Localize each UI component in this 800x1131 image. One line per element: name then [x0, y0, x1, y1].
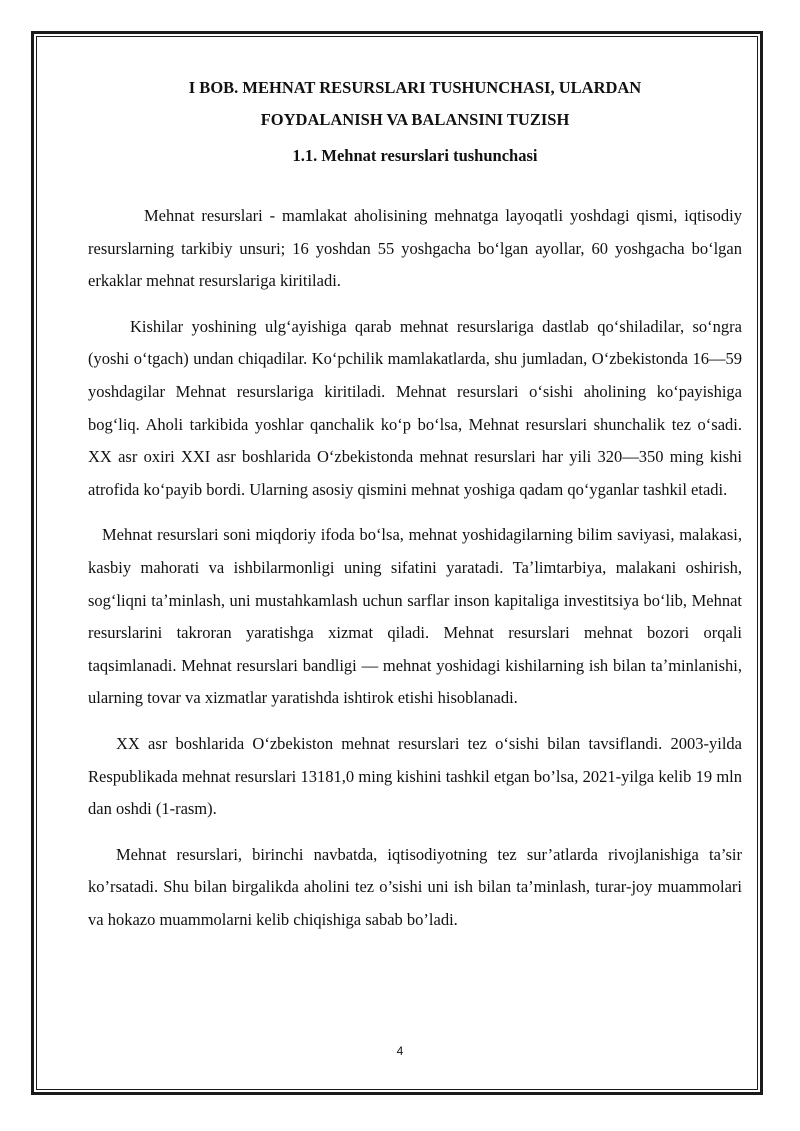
paragraph: XX asr boshlarida Oʻzbekiston mehnat resurslari tez oʻsishi bilan tavsiflandi. 2003-yilda Respublikada mehnat resurslari 13181,0 ming kishini tashkil etgan bo’lsa, 2021-yilga kelib 19 mln dan oshdi (1-rasm).	[88, 733, 742, 819]
chapter-title	[88, 72, 742, 136]
paragraph: Mehnat resurslari soni miqdoriy ifoda boʻlsa, mehnat yoshidagilarning bilim saviyasi, malakasi, kasbiy mahorati va ishbilarmonligi uning sifatini yaratadi. Taʼlimtarbiya, malakani oshirish, sogʻliqni taʼminlash, uni mustahkamlash uchun sarflar inson kapitaliga investitsiya boʻlib, Mehnat resurslarini takroran yaratishga xizmat qiladi. Mehnat resurslari mehnat bozori orqali taqsimlanadi. Mehnat resurslari bandligi — mehnat yoshidagi kishilarning ish bilan taʼminlanishi, ularning tovar va xizmatlar yaratishda ishtirok etishi hisoblanadi.	[88, 525, 742, 708]
paragraph-list	[88, 200, 742, 936]
paragraph: Mehnat resurslari, birinchi navbatda, iqtisodiyotning tez sur’atlarda rivojlanishiga ta’sir ko’rsatadi. Shu bilan birgalikda aholini tez o’sishi uni ish bilan ta’minlash, turar-joy muammolari va hokazo muammolarni kelib chiqishiga sabab bo’ladi.	[88, 844, 742, 929]
section-title: 1.1. Mehnat resurslari tushunchasi	[292, 146, 538, 165]
chapter-title-line-2: FOYDALANISH VA BALANSINI TUZISH	[260, 110, 570, 129]
page-number: 4	[396, 1044, 404, 1058]
chapter-title-line-1: I BOB. MEHNAT RESURSLARI TUSHUNCHASI, ULARDAN	[188, 78, 642, 97]
paragraph: Kishilar yoshining ulgʻayishiga qarab mehnat resurslariga dastlab qoʻshiladilar, soʻngra (yoshi oʻtgach) undan chiqadilar. Koʻpchilik mamlakatlarda, shu jumladan, Oʻzbekistonda 16—59 yoshdagilar Mehnat resurslariga kiritiladi. Mehnat resurslari oʻsishi aholining koʻpayishiga bogʻliq. Aholi tarkibida yoshlar qanchalik koʻp boʻlsa, Mehnat resurslari shunchalik tez oʻsadi. XX asr oxiri XXI asr boshlarida Oʻzbekistonda mehnat resurslari har yili 320—350 ming kishi atrofida koʻpayib bordi. Ularning asosiy qismini mehnat yoshiga qadam qoʻyganlar tashkil etadi.	[88, 316, 742, 499]
paragraph: Mehnat resurslari - mamlakat aholisining mehnatga layoqatli yoshdagi qismi, iqtisodiy resurslarning tarkibiy unsuri; 16 yoshdan 55 yoshgacha boʻlgan ayollar, 60 yoshgacha boʻlgan erkaklar mehnat resurslariga kiritiladi.	[88, 206, 742, 291]
document-body	[88, 72, 742, 949]
